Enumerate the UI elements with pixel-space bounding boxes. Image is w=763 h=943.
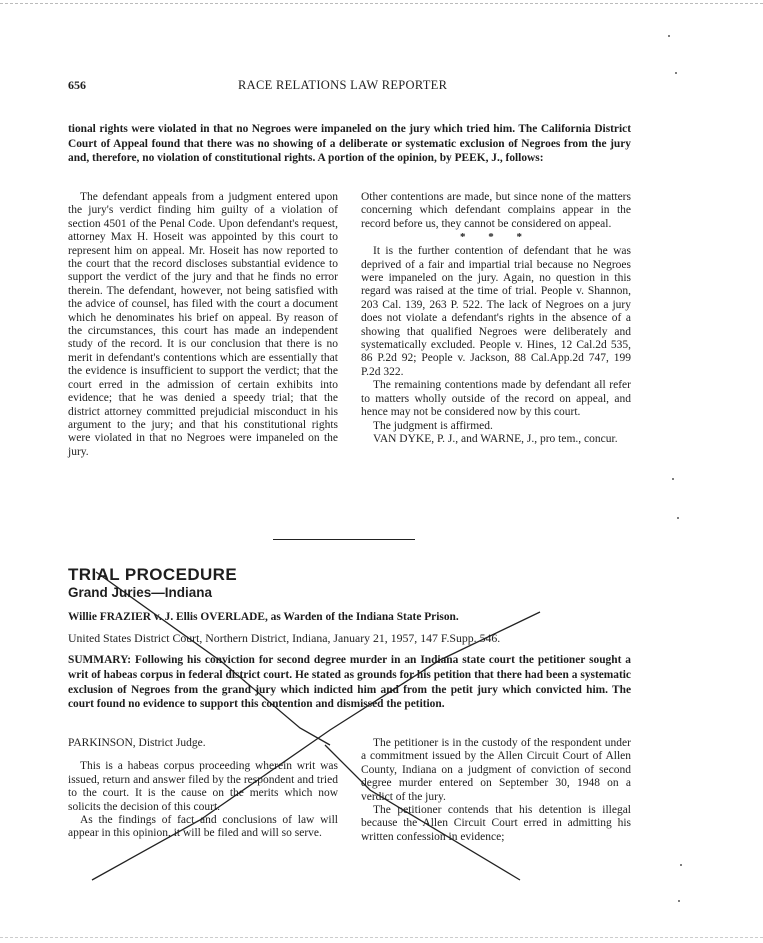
opinion-paragraph: Other contentions are made, but since none of the matters concerning which defendant complains appear in the record before us, they cannot be considered on appeal. [361, 191, 631, 230]
scan-speck [668, 35, 670, 37]
cross-out-stroke [325, 745, 520, 880]
concurrence: VAN DYKE, P. J., and WARNE, J., pro tem., concur. [373, 432, 618, 445]
case-citation: United States District Court, Northern District, Indiana, January 21, 1957, 147 F.Supp. 546. [68, 631, 501, 645]
opinion-paragraph: The judgment is affirmed. [373, 419, 493, 432]
opinion-paragraph: The petitioner contends that his detention is illegal because the Allen Circuit Court erred in admitting his written confession in evidence; [361, 804, 631, 843]
opinion-paragraph: It is the further contention of defendant that he was deprived of a fair and impartial trial because no Negroes were impaneled on the jury. Again, no question in this regard was raised at the time of trial. People v. Shannon, 203 Cal. 139, 263 P. 522. The lack of Negroes on a jury does not violate a defendant's rights in the absence of a showing that qualified Negroes were deliberately and systematically excluded. People v. Hines, 12 Cal.2d 535, 86 P.2d 92; People v. Jackson, 88 Cal.App.2d 747, 199 P.2d 322. [361, 245, 631, 378]
scan-speck [678, 900, 680, 902]
cross-out-stroke [92, 612, 540, 880]
page-number: 656 [68, 78, 86, 92]
running-head: RACE RELATIONS LAW REPORTER [238, 78, 448, 92]
case-summary: SUMMARY: Following his conviction for second degree murder in an Indiana state court the petitioner sought a writ of habeas corpus in federal district court. He stated as grounds for his petition that there had been a systematic exclusion of Negroes from the grand jury which indicted him and from the petit jury which convicted him. The court found no evidence to support this contention and dismissed the petition. [68, 654, 631, 711]
opinion-paragraph: The petitioner is in the custody of the respondent under a commitment issued by the Allen Circuit Court of Allen County, Indiana on a judgment of conviction of second degree murder entered on September 30, 1948 on a verdict of the jury. [361, 737, 631, 803]
opinion-paragraph: The remaining contentions made by defendant all refer to matters wholly outside of the record on appeal, and hence may not be considered now by this court. [361, 379, 631, 419]
scan-speck [675, 72, 677, 74]
judge-name: PARKINSON, District Judge. [68, 737, 206, 749]
scan-speck [672, 478, 674, 480]
opinion-paragraph: The defendant appeals from a judgment entered upon the jury's verdict finding him guilty of a violation of section 4501 of the Penal Code. Upon defendant's request, attorney Max H. Hoseit was appointed by this court to represent him on appeal. Mr. Hoseit has now reported to the court that the record discloses substantial evidence to support the verdict of the jury and that he finds no error therein. The defendant, however, not being satisfied with the advice of counsel, has filed with the court a document which he denominates his brief on appeal. By reason of the circumstances, this court has made an independent study of the record. It is our conclusion that there is no merit in defendant's contentions which are essentially that the evidence is insufficient to support the verdict; that the court erred in the admission of certain exhibits into evidence; that he was denied a speedy trial; that the district attorney committed prejudicial misconduct in his argument to the jury; and that his constitutional rights were violated in that no Negroes were impaneled on the jury. [68, 191, 338, 458]
ellipsis-mark: * * * [460, 231, 532, 244]
scan-speck [677, 517, 679, 519]
opinion-paragraph: As the findings of fact and conclusions of law will appear in this opinion, it will be filed and will so serve. [68, 814, 338, 840]
case-name: Willie FRAZIER v. J. Ellis OVERLADE, as Warden of the Indiana State Prison. [68, 611, 459, 623]
section-title: TRIAL PROCEDURE [68, 565, 238, 584]
case-intro: tional rights were violated in that no Negroes were impaneled on the jury which tried him. The California District Court of Appeal found that there was no showing of a deliberate or systematic exclusion of Negroes from the jury and, therefore, no violation of constitutional rights. A portion of the opinion, by PEEK, J., follows: [68, 123, 631, 165]
section-subtitle: Grand Juries—Indiana [68, 585, 213, 600]
cross-out-stroke [96, 572, 330, 745]
opinion-paragraph: This is a habeas corpus proceeding wherein writ was issued, return and answer filed by the respondent and tried to the court. It is the cause on the merits which now solicits the decision of this court. [68, 760, 338, 813]
scan-speck [680, 864, 682, 866]
